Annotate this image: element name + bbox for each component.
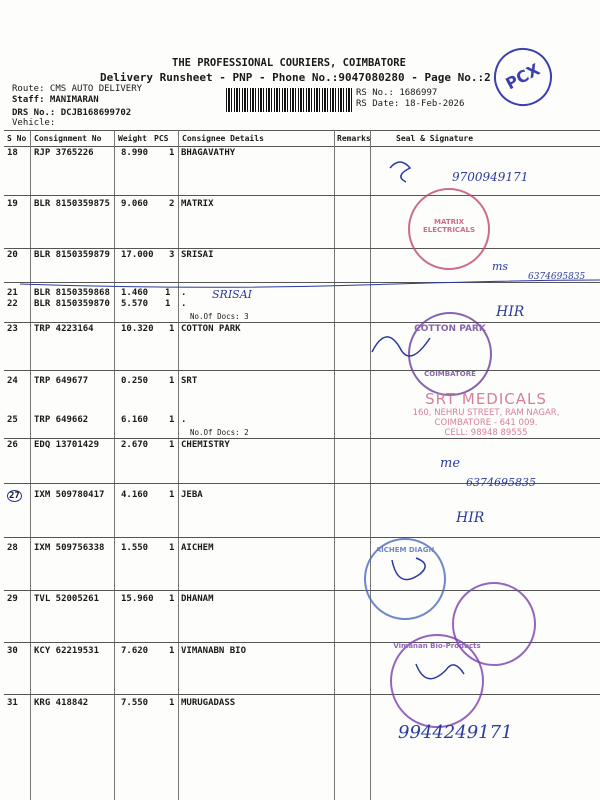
row-pcs: 1 [169,324,175,334]
col-header-consignment: Consignment No [34,134,102,143]
cotton-park-name: COTTON PARK [414,324,486,334]
row-sno: 27 [9,491,20,501]
runsheet-title: Delivery Runsheet - PNP - Phone No.:9047080280 - Page No.:2 [100,71,491,84]
row-pcs: 3 [169,250,175,260]
col-header-pcs: PCS [154,134,169,143]
row-pcs: 1 [169,148,175,158]
vehicle-label: Vehicle: [12,118,56,128]
row-consignee: . [181,299,187,309]
row-consignee: AICHEM [181,543,214,553]
row-weight: 7.620 [121,646,149,656]
row-weight: 7.550 [121,698,149,708]
row-consignment: BLR 8150359870 [34,299,110,309]
row-consignment: TVL 52005261 [34,594,100,604]
handwritten-phone: 9700949171 [452,170,529,184]
row-consignee: MATRIX [181,199,214,209]
row-weight: 9.060 [121,199,149,209]
row-consignment: RJP 3765226 [34,148,94,158]
row-sno: 25 [7,415,18,425]
row-consignment: IXM 509756338 [34,543,105,553]
handwritten-phone: 9944249171 [398,722,513,743]
row-consignee: JEBA [181,490,203,500]
row-sno: 30 [7,646,18,656]
row-sno: 31 [7,698,18,708]
col-header-sno: S No [7,134,27,143]
handwritten-initials: me [440,456,461,471]
handwritten-initials: HIR [496,304,525,320]
handwritten-phone: 6374695835 [466,476,536,489]
row-consignee: . [181,415,187,425]
row-consignment: BLR 8150359879 [34,250,110,260]
col-header-weight: Weight [118,134,147,143]
handwritten-note: SRISAI [212,288,252,301]
row-pcs: 1 [169,376,175,386]
col-header-remarks: Remarks [337,134,371,143]
pcx-stamp: PCX [484,38,562,116]
row-consignee: BHAGAVATHY [181,148,236,158]
row-consignment: KRG 418842 [34,698,89,708]
vimanan-text: Vimanan Bio-Products [393,642,481,650]
row-consignee: . [181,288,187,298]
row-consignee: COTTON PARK [181,324,241,334]
row-pcs: 1 [169,543,175,553]
row-weight: 1.550 [121,543,149,553]
row-sno: 20 [7,250,18,260]
row-consignment: TRP 649677 [34,376,89,386]
row-pcs: 1 [165,299,171,309]
row-consignment: KCY 62219531 [34,646,100,656]
row-pcs: 1 [169,440,175,450]
company-title: THE PROFESSIONAL COURIERS, COIMBATORE [172,57,406,69]
row-weight: 0.250 [121,376,149,386]
srt-city: COIMBATORE - 641 009. [434,418,538,428]
row-weight: 8.990 [121,148,149,158]
srt-address: 160, NEHRU STREET, RAM NAGAR, [412,408,560,418]
row-consignee: MURUGADASS [181,698,236,708]
route-label: Route: CMS AUTO DELIVERY [12,84,143,94]
cotton-park-city: COIMBATORE [424,370,476,378]
row-weight: 6.160 [121,415,149,425]
row-pcs: 1 [165,288,171,298]
row-pcs: 1 [169,646,175,656]
row-pcs: 1 [169,490,175,500]
row-sno: 19 [7,199,18,209]
row-weight: 5.570 [121,299,149,309]
row-pcs: 1 [169,698,175,708]
staff-label: Staff: MANIMARAN [12,95,99,105]
row-sno: 22 [7,299,18,309]
rs-number: RS No.: 1686997 [356,88,438,98]
row-sno: 24 [7,376,18,386]
row-consignee: VIMANABN BIO [181,646,247,656]
row-sno: 21 [7,288,18,298]
row-consignee: CHEMISTRY [181,440,230,450]
handwritten-initials: HIR [456,510,485,526]
row-weight: 17.000 [121,250,154,260]
row-sno: 18 [7,148,18,158]
row-pcs: 1 [169,594,175,604]
row-pcs: 1 [169,415,175,425]
row-consignment: TRP 649662 [34,415,89,425]
srt-cell: CELL: 98948 89555 [444,428,528,438]
row-consignment: TRP 4223164 [34,324,94,334]
col-header-consignee: Consignee Details [182,134,264,143]
col-header-seal: Seal & Signature [396,134,474,143]
row-weight: 2.670 [121,440,149,450]
row-consignee: SRT [181,376,198,386]
row-pcs: 2 [169,199,175,209]
handwritten-initials: ms [492,260,509,273]
drs-number: DRS No.: DCJB168699702 [12,108,132,118]
row-weight: 1.460 [121,288,149,298]
row-consignment: EDQ 13701429 [34,440,100,450]
row-weight: 10.320 [121,324,154,334]
row-consignee: SRISAI [181,250,214,260]
row-weight: 15.960 [121,594,154,604]
docs-count: No.Of Docs: 2 [190,428,249,437]
docs-count: No.Of Docs: 3 [190,312,249,321]
row-sno: 26 [7,440,18,450]
row-sno: 28 [7,543,18,553]
srt-name: SRT MEDICALS [425,390,547,408]
row-sno: 29 [7,594,18,604]
row-consignment: BLR 8150359868 [34,288,110,298]
row-consignment: BLR 8150359875 [34,199,110,209]
matrix-stamp-text: MATRIX ELECTRICALS [423,218,475,234]
row-consignment: IXM 509780417 [34,490,105,500]
handwritten-phone: 6374695835 [528,272,586,282]
aichem-text: AICHEM DIAGN [375,546,435,554]
row-consignee: DHANAM [181,594,214,604]
row-sno: 23 [7,324,18,334]
rs-date: RS Date: 18-Feb-2026 [356,99,465,109]
row-weight: 4.160 [121,490,149,500]
